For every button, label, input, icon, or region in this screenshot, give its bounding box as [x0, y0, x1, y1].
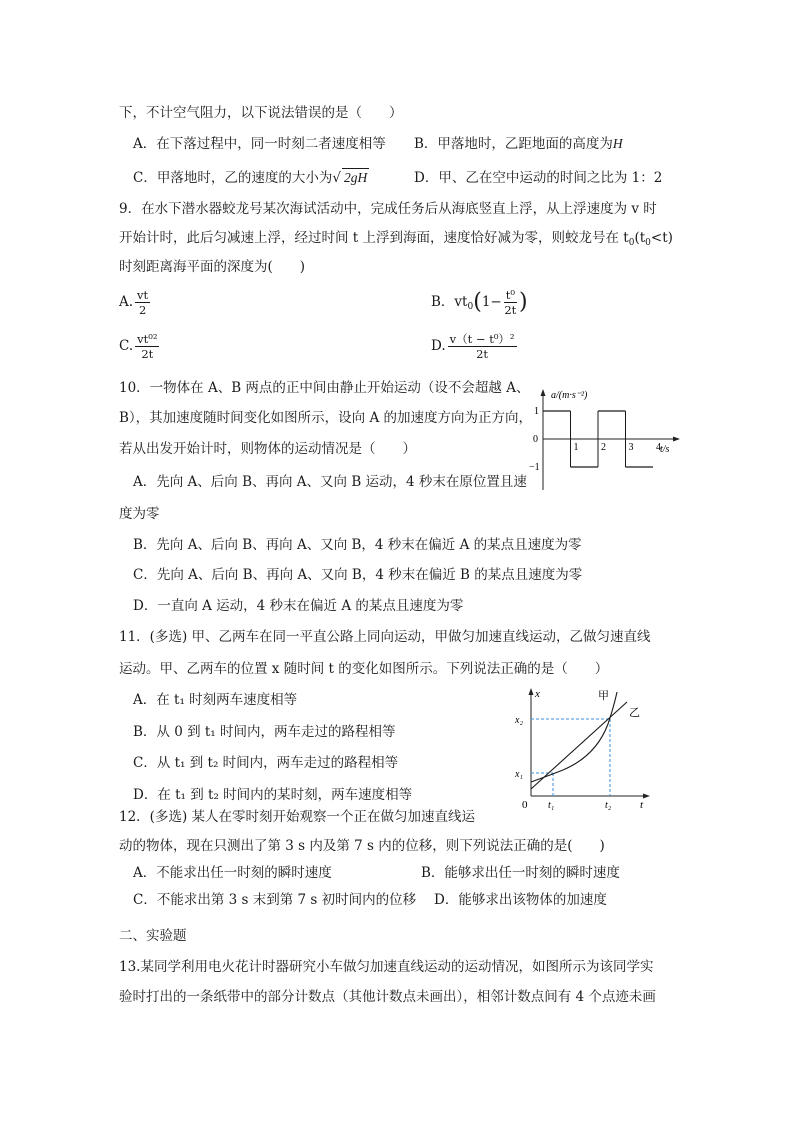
- q11-x2-label: x₂: [515, 715, 523, 726]
- q11-option-d[interactable]: D．在 t₁ 到 t₂ 时间内的某时刻，两车速度相等: [133, 787, 413, 803]
- q9-c-fraction: [135, 332, 159, 361]
- q11-option-b[interactable]: B．从 0 到 t₁ 时间内，两车走过的路程相等: [133, 724, 396, 740]
- q11-position-graph: [508, 686, 654, 812]
- q9-d-den: 2t: [476, 347, 489, 361]
- q10-y-arrow: [541, 389, 546, 396]
- q9-a-den: 2: [138, 303, 147, 317]
- q8-option-b[interactable]: [414, 135, 623, 153]
- q10-x-arrow: [673, 437, 680, 442]
- q11-line2: 运动。甲、乙两车的位置 x 随时间 t 的变化如图所示。下列说法正确的是（ ）: [119, 661, 609, 677]
- q9-option-c[interactable]: [119, 331, 161, 361]
- q12-option-b[interactable]: B．能够求出任一时刻的瞬时速度: [421, 865, 620, 881]
- sqrt-sign: √: [332, 170, 341, 186]
- q8-option-b-var: H: [612, 136, 623, 151]
- q11-option-c[interactable]: C．从 t₁ 到 t₂ 时间内，两车走过的路程相等: [133, 755, 399, 771]
- q10-y-pos-label: 1: [534, 406, 539, 417]
- q9-t0-sub: 0: [628, 238, 635, 248]
- q12-option-a[interactable]: A．不能求出任一时刻的瞬时速度: [133, 865, 332, 881]
- q8-option-c-sqrt: 2gH: [343, 170, 368, 185]
- q9-option-a[interactable]: [119, 287, 152, 317]
- q10-origin-label: 0: [533, 434, 538, 445]
- q9-c-num: vt⁰²: [137, 332, 158, 346]
- q12-line1: 12．(多选) 某人在零时刻开始观察一个正在做匀加速直线运: [119, 809, 476, 825]
- q10-option-d[interactable]: D．一直向 A 运动，4 秒末在偏近 A 的某点且速度为零: [133, 598, 464, 614]
- q11-y-arrow: [529, 688, 534, 695]
- q11-yi-label: 乙: [629, 707, 640, 719]
- q8-option-c-text: C．甲落地时，乙的速度的大小为: [133, 170, 333, 186]
- q9-b-inner: 1−: [481, 294, 502, 310]
- q9-b-fraction: [504, 288, 517, 317]
- q9-d-fraction: [448, 332, 517, 361]
- q10-x-tick-label: 4: [656, 442, 661, 453]
- q8-option-b-text: B．甲落地时，乙距地面的高度为: [414, 136, 613, 152]
- q9-c-den: 2t: [141, 347, 154, 361]
- q10-option-a-line1[interactable]: A．先向 A、后向 B、再向 A、又向 B 运动，4 秒末在原位置且速: [133, 474, 527, 490]
- q11-option-a[interactable]: A．在 t₁ 时刻两车速度相等: [133, 692, 298, 708]
- q9-b-num: t⁰: [505, 288, 515, 302]
- q10-x-tick-label: 3: [628, 442, 634, 453]
- q11-origin-label: 0: [522, 799, 528, 811]
- paren-right: ): [518, 289, 528, 315]
- q9-option-b[interactable]: [431, 287, 528, 322]
- q10-y-neg-label: −1: [529, 462, 540, 473]
- q9-line1: 9．在水下潜水器蛟龙号某次海试活动中，完成任务后从海底竖直上浮，从上浮速度为 v 时: [119, 201, 657, 217]
- q9-t0-sub2: 0: [645, 238, 651, 248]
- q9-a-fraction: [135, 288, 150, 317]
- q9-d-num: v（t − t⁰）²: [449, 332, 515, 346]
- q10-line3: 若从出发开始计时，则物体的运动情况是（ ）: [119, 441, 416, 457]
- q11-line-yi: [531, 702, 627, 789]
- q12-option-d[interactable]: D．能够求出该物体的加速度: [434, 892, 607, 908]
- q11-x1-label: x₁: [515, 769, 523, 780]
- q9-option-d[interactable]: [431, 331, 519, 361]
- paren-left: (: [473, 289, 482, 315]
- q9-a-label: A.: [119, 294, 134, 310]
- q9-c-label: C.: [119, 338, 134, 354]
- q11-line1: 11．(多选) 甲、乙两车在同一平直公路上同向运动，甲做匀加速直线运动，乙做匀速直线: [119, 629, 651, 645]
- q9-line2-tail: (t: [634, 230, 646, 246]
- q9-b-den: 2t: [504, 303, 517, 317]
- q10-acceleration-graph: [528, 386, 684, 494]
- q9-a-num: vt: [137, 288, 149, 302]
- q8-stem-tail: 下，不计空气阻力，以下说法错误的是（ ）: [119, 105, 403, 121]
- q8-option-d[interactable]: D．甲、乙在空中运动的时间之比为 1：2: [414, 170, 663, 186]
- q9-b-label: B．vt: [431, 294, 468, 310]
- q10-option-c[interactable]: C．先向 A、后向 B、再向 A、又向 B，4 秒末在偏近 B 的某点且速度为零: [133, 567, 583, 583]
- q12-option-c[interactable]: C．不能求出第 3 s 末到第 7 s 初时间内的位移: [133, 892, 417, 908]
- q10-x-tick-label: 1: [573, 442, 579, 453]
- q8-option-a[interactable]: A．在下落过程中，同一时刻二者速度相等: [133, 136, 386, 152]
- q13-line2: 验时打出的一条纸带中的部分计数点（其他计数点未画出），相邻计数点间有 4 个点迹未画: [119, 989, 656, 1005]
- q11-t2-label: t₂: [605, 800, 612, 811]
- q12-line2: 动的物体，现在只测出了第 3 s 内及第 7 s 内的位移，则下列说法正确的是( ): [119, 838, 605, 854]
- q10-xlabel: t/s: [660, 444, 670, 455]
- q10-ylabel: a/(m·s⁻²): [551, 390, 588, 401]
- q9-line2-end: <t): [650, 230, 673, 246]
- q10-line2: B），其加速度随时间变化如图所示，设向 A 的加速度方向为正方向，: [119, 410, 533, 426]
- q10-x-tick-label: 2: [601, 442, 606, 453]
- q11-x-arrow: [643, 794, 650, 799]
- q11-curve-jia: [531, 692, 617, 782]
- q11-jia-label: 甲: [598, 690, 609, 702]
- q10-line1: 10．一物体在 A、B 两点的正中间由静止开始运动（设不会超越 A、: [119, 380, 530, 396]
- q9-line3: 时刻距离海平面的深度为( ): [119, 259, 306, 275]
- q10-option-b[interactable]: B．先向 A、后向 B、再向 A、又向 B，4 秒末在偏近 A 的某点且速度为零: [133, 537, 582, 553]
- q13-line1: 13.某同学利用电火花计时器研究小车做匀加速直线运动的运动情况，如图所示为该同学实: [119, 959, 654, 975]
- q11-y-axis-label: x: [535, 688, 540, 700]
- q9-line2: [119, 229, 673, 252]
- q11-t1-label: t₁: [548, 800, 555, 811]
- section-heading-experiment: 二、实验题: [119, 928, 187, 944]
- q8-option-c[interactable]: [133, 168, 369, 187]
- q9-d-label: D.: [431, 338, 446, 354]
- q9-line2-text: 开始计时，此后匀减速上浮，经过时间 t 上浮到海面，速度恰好减为零，则蛟龙号在 t: [119, 230, 629, 246]
- q11-x-axis-label: t: [640, 799, 644, 811]
- q10-option-a-line2: 度为零: [119, 506, 160, 522]
- q9-b-sub: 0: [467, 302, 474, 312]
